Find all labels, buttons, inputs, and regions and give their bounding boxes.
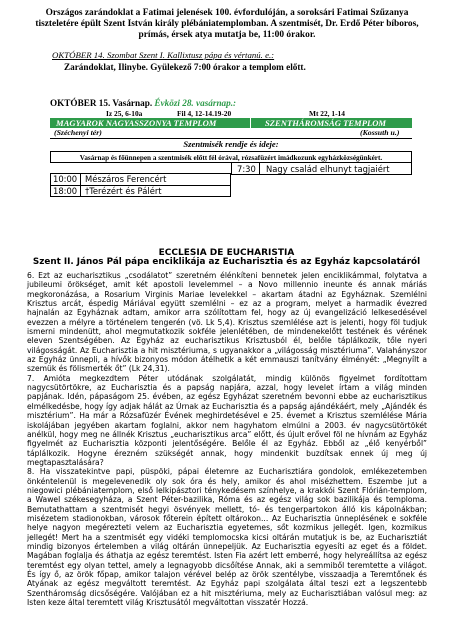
ecclesia-subtitle: Szent II. János Pál pápa enciklikája az Eucharisztia és az Egyház kapcsolatáról [32, 257, 421, 267]
paragraph-7: 7. Amióta megkezdtem Péter utódának szolgálatát, mindig különös figyelmet fordítottam nagycsütörtökre, az Eucharisztia és a papság napjára, azzal, hogy levelet írtam a világ minden papjának. Idén, pápaságom 25. évében, az egész Egyházat szeretném bevonni ebbe az eucharisztikus elmélkedésbe, hogy így adjak hálát az Úrnak az Eucharisztia és a papság ajándékáért, mely „Ajándék és misztérium”. Ha már a Rózsafüzér Évének meghirdetésével e 25. évemet a Krisztus szemlélése Mária iskolájában jegyében akartam foglalni, akkor nem hagyhatom elmúlni a 2003. év nagycsütörtökét anélkül, hogy meg ne állnék Krisztus „eucharisztikus arca” előtt, és újult erővel föl ne hívnám az Egyház figyelmét az Eucharisztia központi jelentőségére. Belőle él az Egyház. Ebből az „élő kenyérből” táplálkozik. Hogyne érezném szükségét annak, hogy mindenkit buzdítsak ennek új meg új megtapasztalására? [27, 373, 427, 467]
right-mass-time: 7:30 [237, 164, 256, 174]
oct15-heading [50, 98, 236, 108]
church-left-place: (Széchenyi tér) [54, 128, 102, 137]
paragraph-6: 6. Ezt az eucharisztikus „csodálatot” szeretném élénkíteni bennetek jelen enciklikámmal, folytatva a jubileumi örökséget, amit két apostoli levelemmel – a Novo millennio ineunte és annak máriás megkoronázása, a Rosarium Virginis Mariae levelekkel – akartam átadni az Egyháznak. Szemlélni Krisztus arcát, éspedig Máriával együtt szemlélni – ez az a program, melyet a harmadik évezred hajnalán az Egyháznak adtam, amikor arra szólítottam fel, hogy az új evangelizáció lelkesedésével evezzen a mélyre a történelem tengerén (vö. Lk 5,4). Krisztus szemlélése azt is jelenti, hogy föl tudjuk ismerni mindenütt, ahol megmutatkozik sokféle jelenlétében, de mindenekelőtt testének és vérének eleven Szentségében. Az Egyház az eucharisztikus Krisztusból él, belőle táplálkozik, tőle nyeri világosságát. Az Eucharisztia a hit misztériuma, s ugyanakkor a „világosság misztériuma”. Valahányszor az Egyház ünnepli, a hívők bizonyos módon átélhetik a két emmauszi tanítvány élményét: „Megnyílt a szemük és fölismerték őt” (Lk 24,31). [27, 271, 427, 374]
left-mass-rows [50, 173, 231, 197]
oct15-colon: : [233, 98, 237, 108]
left-mass-intention-1: Mészáros Ferencért [85, 174, 167, 184]
left-mass-intention-2: †Terézért és Pálért [85, 186, 162, 196]
reading-second: Fil 4, 12-14.19-20 [177, 109, 232, 118]
reading-gospel: Mt 22, 1-14 [309, 109, 345, 118]
left-mass-time-2: 18:00 [53, 186, 78, 196]
left-mass-time-1: 10:00 [53, 174, 78, 184]
rosary-notice: Vasárnap és főünnepen a szentmisék előtt fél órával, rózsafüzért imádkozunk egyházközségünkért. [50, 151, 412, 163]
right-mass-row [231, 163, 412, 175]
church-names-bar [50, 118, 412, 128]
encyclical-text [27, 271, 427, 607]
church-left-name: MAGYAROK NAGYASSZONYA TEMPLOM [56, 118, 217, 128]
oct14-heading: OKTÓBER 14. Szombat Szent I. Kallixtusz pápa és vértanú. e.: [52, 50, 275, 60]
mass-order-title: Szentmisék rendje és ideje: [50, 138, 412, 152]
oct14-pilgrimage-note: Zarándoklat, Ilinybe. Gyülekező 7:00 órakor a templom előtt. [64, 62, 306, 72]
church-right-place: (Kossuth u.) [360, 128, 400, 137]
oct15-liturgical-day: Évközi 28. vasárnap. [154, 98, 234, 108]
reading-first: Iz 25, 6-10a [106, 109, 143, 118]
paragraph-8: 8. Ha visszatekintve papi, püspöki, pápai életemre az Eucharisztiára gondolok, emlékezetemben önkéntelenül is megelevenedik oly sok óra és hely, amikor és ahol misézhettem. Eszembe jut a niegowici plébániatemplom, első lelkipásztori ténykedésem színhelye, a krakkói Szent Flórián-templom, a Wawel székesegyháza, a Szent Péter-bazilika, Róma és az egész világ sok bazilikája és temploma. Bemutathattam a szentmisét hegyi ösvények mellett, tó- és tengerpartokon álló kis kápolnákban; misézetem stadionokban, városok főterein épített oltárokon... Az Eucharisztia ünneplésének e sokféle helye nagyon megérezteti velem az Eucharisztia egyetemes, sőt kozmikus jellegét. Igen, kozmikus jellegét! Mert ha a szentmisét egy vidéki templomocska kicsi oltárán mutatjuk is be, az Eucharisztiát mindig bizonyos értelemben a világ oltárán ünnepeljük. Az Eucharisztia egyesíti az eget és a földet. Magában foglalja és áthatja az egész teremtést. Isten Fia azért lett emberré, hogy helyreállítsa az egész teremtést egy olyan tettel, amely a legnagyobb dicsőítése Annak, aki a semmiből teremtette a világot. És így ő, az örök főpap, amikor talajon vérével belép az örök szentélybe, visszaadja a Teremtőnek és Atyának az egész megváltott teremtést. Az Egyház papi szolgálata által teszi ezt a legszentebb Szentháromság dicsőségére. Valójában ez a hit misztériuma, mely az Eucharisztiában valósul meg: az Isten keze által teremtett világ Krisztusától megváltottan visszatér Hozzá. [27, 467, 427, 608]
pilgrimage-announcement: Országos zarándoklat a Fatimai jelenések 100. évfordulóján, a soroksári Fatimai Szűzanya tiszteletére épült Szent István király plébániatemplomban. A szentmisét, Dr. Erdő Péter bíboros, prímás, érsek atya mutatja be, 11:00 órakor. [35, 8, 419, 40]
church-bar-divider [250, 118, 251, 128]
church-right-name: SZENTHÁROMSÁG TEMPLOM [265, 118, 387, 128]
right-mass-intention: Nagy család elhunyt tagjaiért [266, 164, 390, 174]
ecclesia-title: ECCLESIA DE EUCHARISTIA [158, 248, 295, 258]
oct15-date: OKTÓBER 15. Vasárnap. [50, 98, 153, 108]
